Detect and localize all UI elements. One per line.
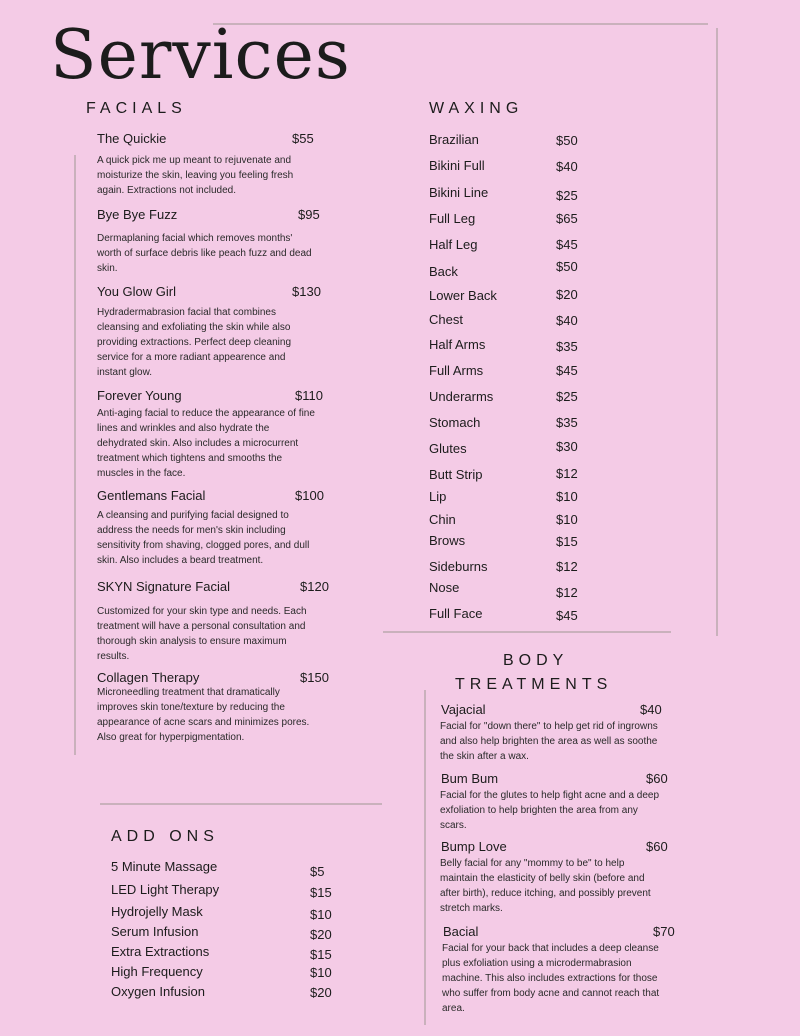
waxing-service-name: Full Leg [429, 211, 476, 226]
waxing-service-name: Chest [429, 312, 463, 327]
facial-price: $110 [295, 388, 323, 403]
facial-price: $130 [292, 284, 321, 299]
facial-name: Collagen Therapy [97, 670, 200, 685]
waxing-service-price: $25 [556, 389, 578, 404]
addons-heading: ADD ONS [111, 828, 219, 845]
waxing-service-name: Butt Strip [429, 467, 483, 482]
waxing-service-name: Underarms [429, 389, 494, 404]
waxing-service-price: $10 [556, 489, 578, 504]
facial-price: $120 [300, 579, 329, 594]
body-treatment-description: Facial for the glutes to help fight acne and a deep exfoliation to help brighten the area from any scars. [440, 790, 660, 831]
addon-name: High Frequency [111, 964, 203, 979]
facial-name: Forever Young [97, 388, 182, 403]
waxing-service-price: $10 [556, 512, 578, 527]
addon-name: Extra Extractions [111, 944, 210, 959]
waxing-service-name: Brazilian [429, 132, 479, 147]
facials-divider [74, 155, 76, 755]
addons-top-divider [100, 803, 382, 805]
facial-price: $55 [292, 131, 314, 146]
addon-price: $20 [310, 985, 332, 1000]
waxing-service-name: Half Arms [429, 337, 486, 352]
facials-heading: FACIALS [86, 100, 187, 117]
body-treatment-description: Belly facial for any "mommy to be" to help maintain the elasticity of belly skin (before and after birth), reduce itching, and possibly prevent stretch marks. [440, 858, 651, 914]
waxing-service-price: $12 [556, 585, 578, 600]
facial-name: You Glow Girl [97, 284, 176, 299]
addon-price: $15 [310, 947, 332, 962]
waxing-service-name: Stomach [429, 415, 481, 430]
facial-description: Customized for your skin type and needs. Each treatment will have a personal consultation and thorough skin analysis to ensure maximum results. [97, 606, 307, 662]
facial-price: $100 [295, 488, 324, 503]
facial-description: A cleansing and purifying facial designed to address the needs for men's skin including sensitivity from shaving, clogged pores, and dull skin. Also includes a beard treatment. [97, 510, 310, 566]
waxing-service-name: Nose [429, 580, 460, 595]
addon-price: $5 [310, 864, 325, 879]
facial-description: Dermaplaning facial which removes months' worth of surface debris like peach fuzz and dead skin. [97, 233, 312, 274]
facial-name: SKYN Signature Facial [97, 579, 230, 594]
waxing-service-price: $30 [556, 439, 578, 454]
addon-name: Serum Infusion [111, 924, 199, 939]
waxing-service-name: Full Face [429, 606, 483, 621]
waxing-service-name: Bikini Line [429, 185, 489, 200]
body-treatment-price: $60 [646, 771, 668, 786]
waxing-service-name: Half Leg [429, 237, 478, 252]
waxing-service-price: $40 [556, 159, 578, 174]
waxing-service-name: Sideburns [429, 559, 488, 574]
waxing-service-price: $25 [556, 188, 578, 203]
addon-price: $15 [310, 885, 332, 900]
body-treatment-price: $60 [646, 839, 668, 854]
waxing-service-price: $45 [556, 363, 578, 378]
facial-price: $95 [298, 207, 320, 222]
addon-price: $20 [310, 927, 332, 942]
waxing-service-price: $35 [556, 415, 578, 430]
body-treatment-price: $40 [640, 702, 662, 717]
facial-description: A quick pick me up meant to rejuvenate and moisturize the skin, leaving you feeling fresh again. Extractions not included. [97, 155, 294, 196]
facial-description: Hydradermabrasion facial that combines cleansing and exfoliating the skin while also providing extractions. Perfect deep cleaning service for a more radiant appearence and instant glow. [97, 307, 292, 378]
body-treatment-name: Bum Bum [441, 771, 499, 786]
addon-name: LED Light Therapy [111, 882, 220, 897]
waxing-service-price: $65 [556, 211, 578, 226]
waxing-service-name: Lower Back [429, 288, 497, 303]
waxing-service-price: $12 [556, 559, 578, 574]
facial-description: Microneedling treatment that dramatically improves skin tone/texture by reducing the appearance of acne scars and minimizes pores. Also great for hyperpigmentation. [97, 687, 310, 743]
body-treatment-price: $70 [653, 924, 675, 939]
facial-name: Bye Bye Fuzz [97, 207, 178, 222]
body-heading-line1: BODY [503, 652, 569, 669]
right-divider [716, 28, 718, 636]
addon-name: Oxygen Infusion [111, 984, 205, 999]
waxing-service-price: $12 [556, 466, 578, 481]
body-treatment-description: Facial for "down there" to help get rid of ingrowns and also help brighten the area as well as soothe the skin after a wax. [440, 721, 658, 762]
waxing-service-price: $45 [556, 237, 578, 252]
page-title: Services [50, 16, 351, 95]
addon-name: 5 Minute Massage [111, 859, 218, 874]
addon-price: $10 [310, 965, 332, 980]
body-heading-line2: TREATMENTS [455, 676, 613, 693]
waxing-service-price: $15 [556, 534, 578, 549]
addon-price: $10 [310, 907, 332, 922]
waxing-service-name: Bikini Full [429, 158, 485, 173]
waxing-service-price: $35 [556, 339, 578, 354]
waxing-bottom-divider [383, 631, 671, 633]
body-treatment-name: Bump Love [441, 839, 507, 854]
waxing-service-price: $50 [556, 259, 578, 274]
waxing-service-price: $50 [556, 133, 578, 148]
waxing-service-price: $20 [556, 287, 578, 302]
facial-name: The Quickie [97, 131, 167, 146]
waxing-service-name: Lip [429, 489, 447, 504]
waxing-service-name: Chin [429, 512, 456, 527]
facial-description: Anti-aging facial to reduce the appearance of fine lines and wrinkles and also hydrate the dehydrated skin. Also includes a microcurrent treatment which tightens and smooths the muscles in the face. [97, 408, 315, 479]
waxing-service-name: Brows [429, 533, 466, 548]
addon-name: Hydrojelly Mask [111, 904, 203, 919]
waxing-service-price: $40 [556, 313, 578, 328]
body-treatment-name: Vajacial [441, 702, 486, 717]
waxing-service-name: Full Arms [429, 363, 484, 378]
body-treatment-name: Bacial [443, 924, 479, 939]
body-divider [424, 690, 426, 1025]
facial-price: $150 [300, 670, 329, 685]
waxing-heading: WAXING [429, 100, 524, 117]
body-treatment-description: Facial for your back that includes a deep cleanse plus exfoliation using a microdermabrasion machine. This also includes extractions for those who suffer from body acne and cannot reach that area. [442, 943, 660, 1014]
waxing-service-name: Glutes [429, 441, 467, 456]
waxing-service-name: Back [429, 264, 458, 279]
facial-name: Gentlemans Facial [97, 488, 206, 503]
waxing-service-price: $45 [556, 608, 578, 623]
